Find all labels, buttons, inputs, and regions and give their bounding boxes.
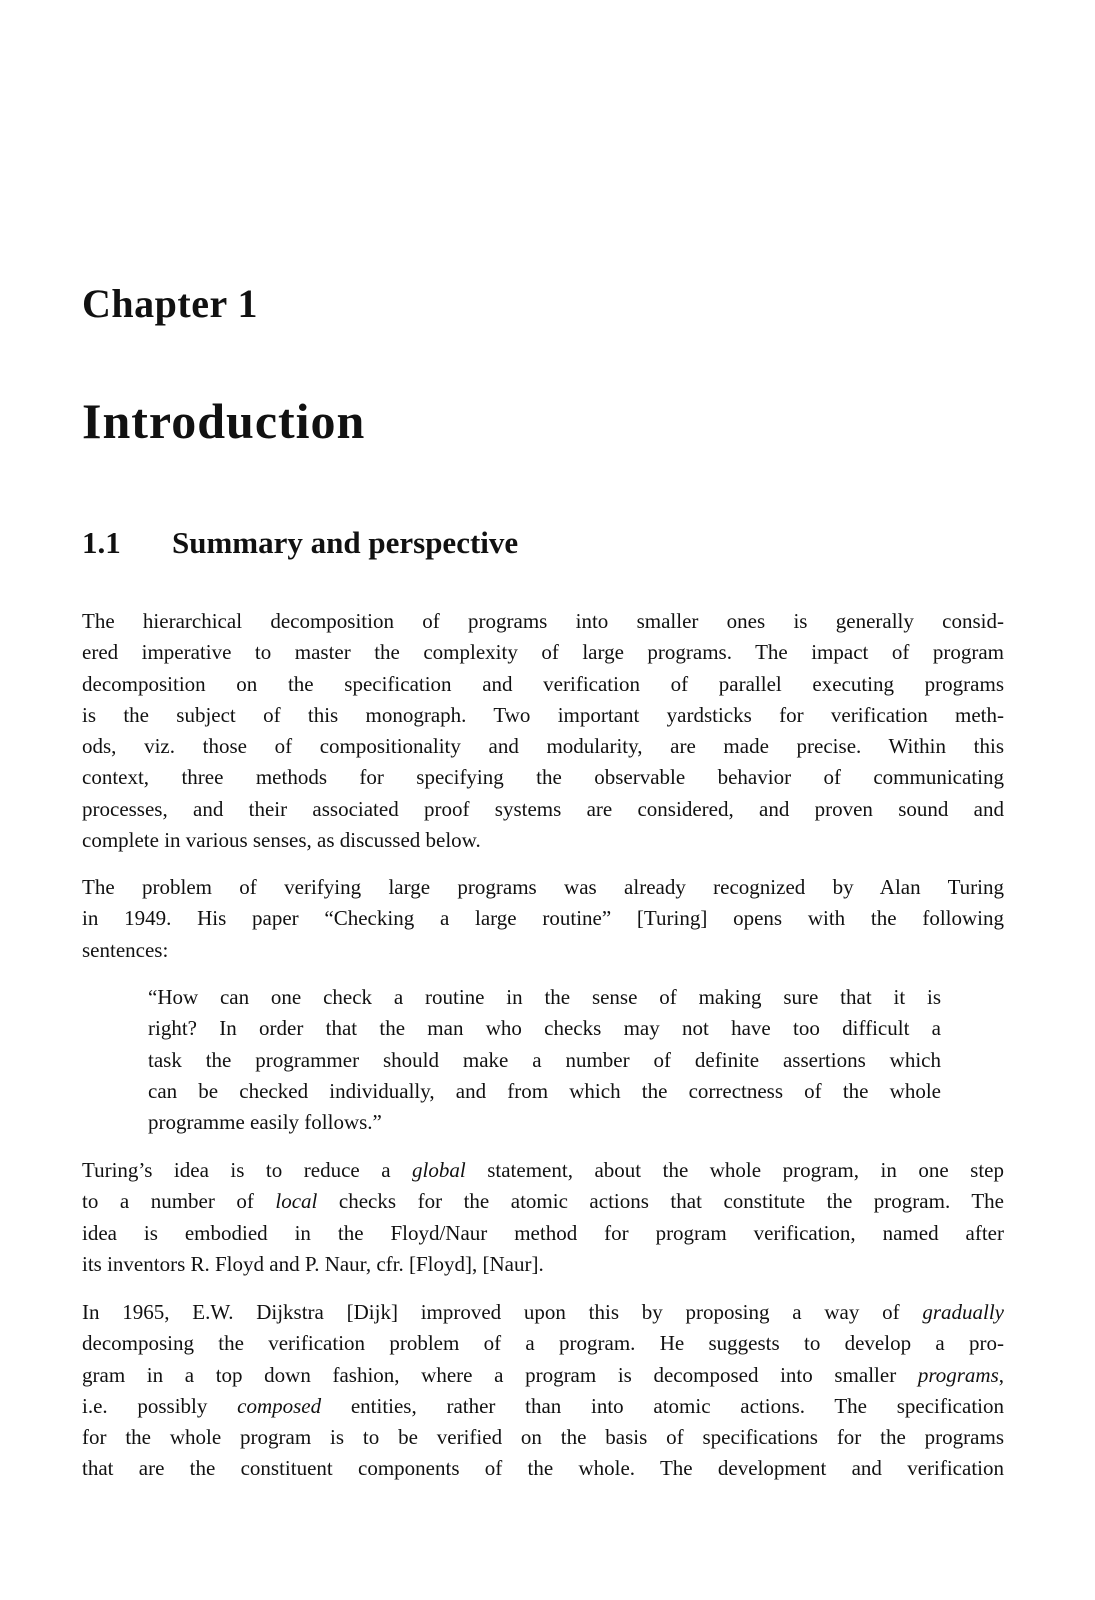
- emphasis-gradually: gradually: [922, 1300, 1004, 1324]
- text-line: ered imperative to master the complexity of large programs. The impact of program: [82, 640, 1004, 665]
- text-line: is the subject of this monograph. Two important yardsticks for verification meth-: [82, 702, 1004, 727]
- text-line: context, three methods for specifying the observable behavior of communicating: [82, 765, 1004, 790]
- emphasis-composed: composed: [237, 1393, 322, 1418]
- paragraph-intro: [82, 606, 1004, 856]
- text-line: i.e. possibly composed entities, rather than into atomic actions. The specification: [82, 1393, 1004, 1418]
- text-line: The hierarchical decomposition of programs into smaller ones is generally consid-: [82, 609, 1004, 633]
- turing-quotation: [148, 982, 941, 1138]
- section-heading: [82, 525, 518, 561]
- text-line: to a number of local checks for the atomic actions that constitute the program. The: [82, 1189, 1004, 1214]
- quote-line: task the programmer should make a number of definite assertions which: [148, 1047, 941, 1072]
- emphasis-programs: programs: [917, 1362, 999, 1387]
- text-line: processes, and their associated proof systems are considered, and proven sound and: [82, 796, 1004, 821]
- text-line: sentences:: [82, 937, 169, 962]
- text-line: ods, viz. those of compositionality and modularity, are made precise. Within this: [82, 734, 1004, 759]
- text-line: decomposing the verification problem of a program. He suggests to develop a pro-: [82, 1331, 1004, 1356]
- text-line: gram in a top down fashion, where a program is decomposed into smaller programs,: [82, 1362, 1004, 1387]
- emphasis-local: local: [275, 1189, 318, 1214]
- emphasis-global: global: [412, 1158, 466, 1182]
- quote-line: can be checked individually, and from which the correctness of the whole: [148, 1078, 941, 1103]
- paragraph-turing-problem: [82, 872, 1004, 966]
- text-line: in 1949. His paper “Checking a large routine” [Turing] opens with the following: [82, 906, 1004, 931]
- paragraph-dijkstra: [82, 1297, 1004, 1485]
- text-line: that are the constituent components of the whole. The development and verification: [82, 1456, 1004, 1481]
- quote-line: right? In order that the man who checks may not have too difficult a: [148, 1016, 941, 1041]
- text-line: for the whole program is to be verified on the basis of specifications for the programs: [82, 1425, 1004, 1450]
- paragraph-turing-idea: [82, 1155, 1004, 1280]
- section-number: 1.1: [82, 525, 121, 560]
- text-line: idea is embodied in the Floyd/Naur method for program verification, named after: [82, 1220, 1004, 1245]
- text-line: In 1965, E.W. Dijkstra [Dijk] improved upon this by proposing a way of gradually: [82, 1300, 1004, 1324]
- text-line: decomposition on the specification and verification of parallel executing programs: [82, 671, 1004, 696]
- chapter-label: Chapter 1: [82, 281, 258, 326]
- text-line: its inventors R. Floyd and P. Naur, cfr. [Floyd], [Naur].: [82, 1251, 544, 1276]
- section-title: Summary and perspective: [172, 525, 519, 560]
- text-line: Turing’s idea is to reduce a global statement, about the whole program, in one step: [82, 1158, 1004, 1182]
- text-line: complete in various senses, as discussed below.: [82, 828, 481, 853]
- text-line: The problem of verifying large programs was already recognized by Alan Turing: [82, 875, 1004, 899]
- quote-line: “How can one check a routine in the sense of making sure that it is: [148, 985, 941, 1009]
- quote-line: programme easily follows.”: [148, 1110, 382, 1135]
- chapter-title: Introduction: [82, 393, 366, 449]
